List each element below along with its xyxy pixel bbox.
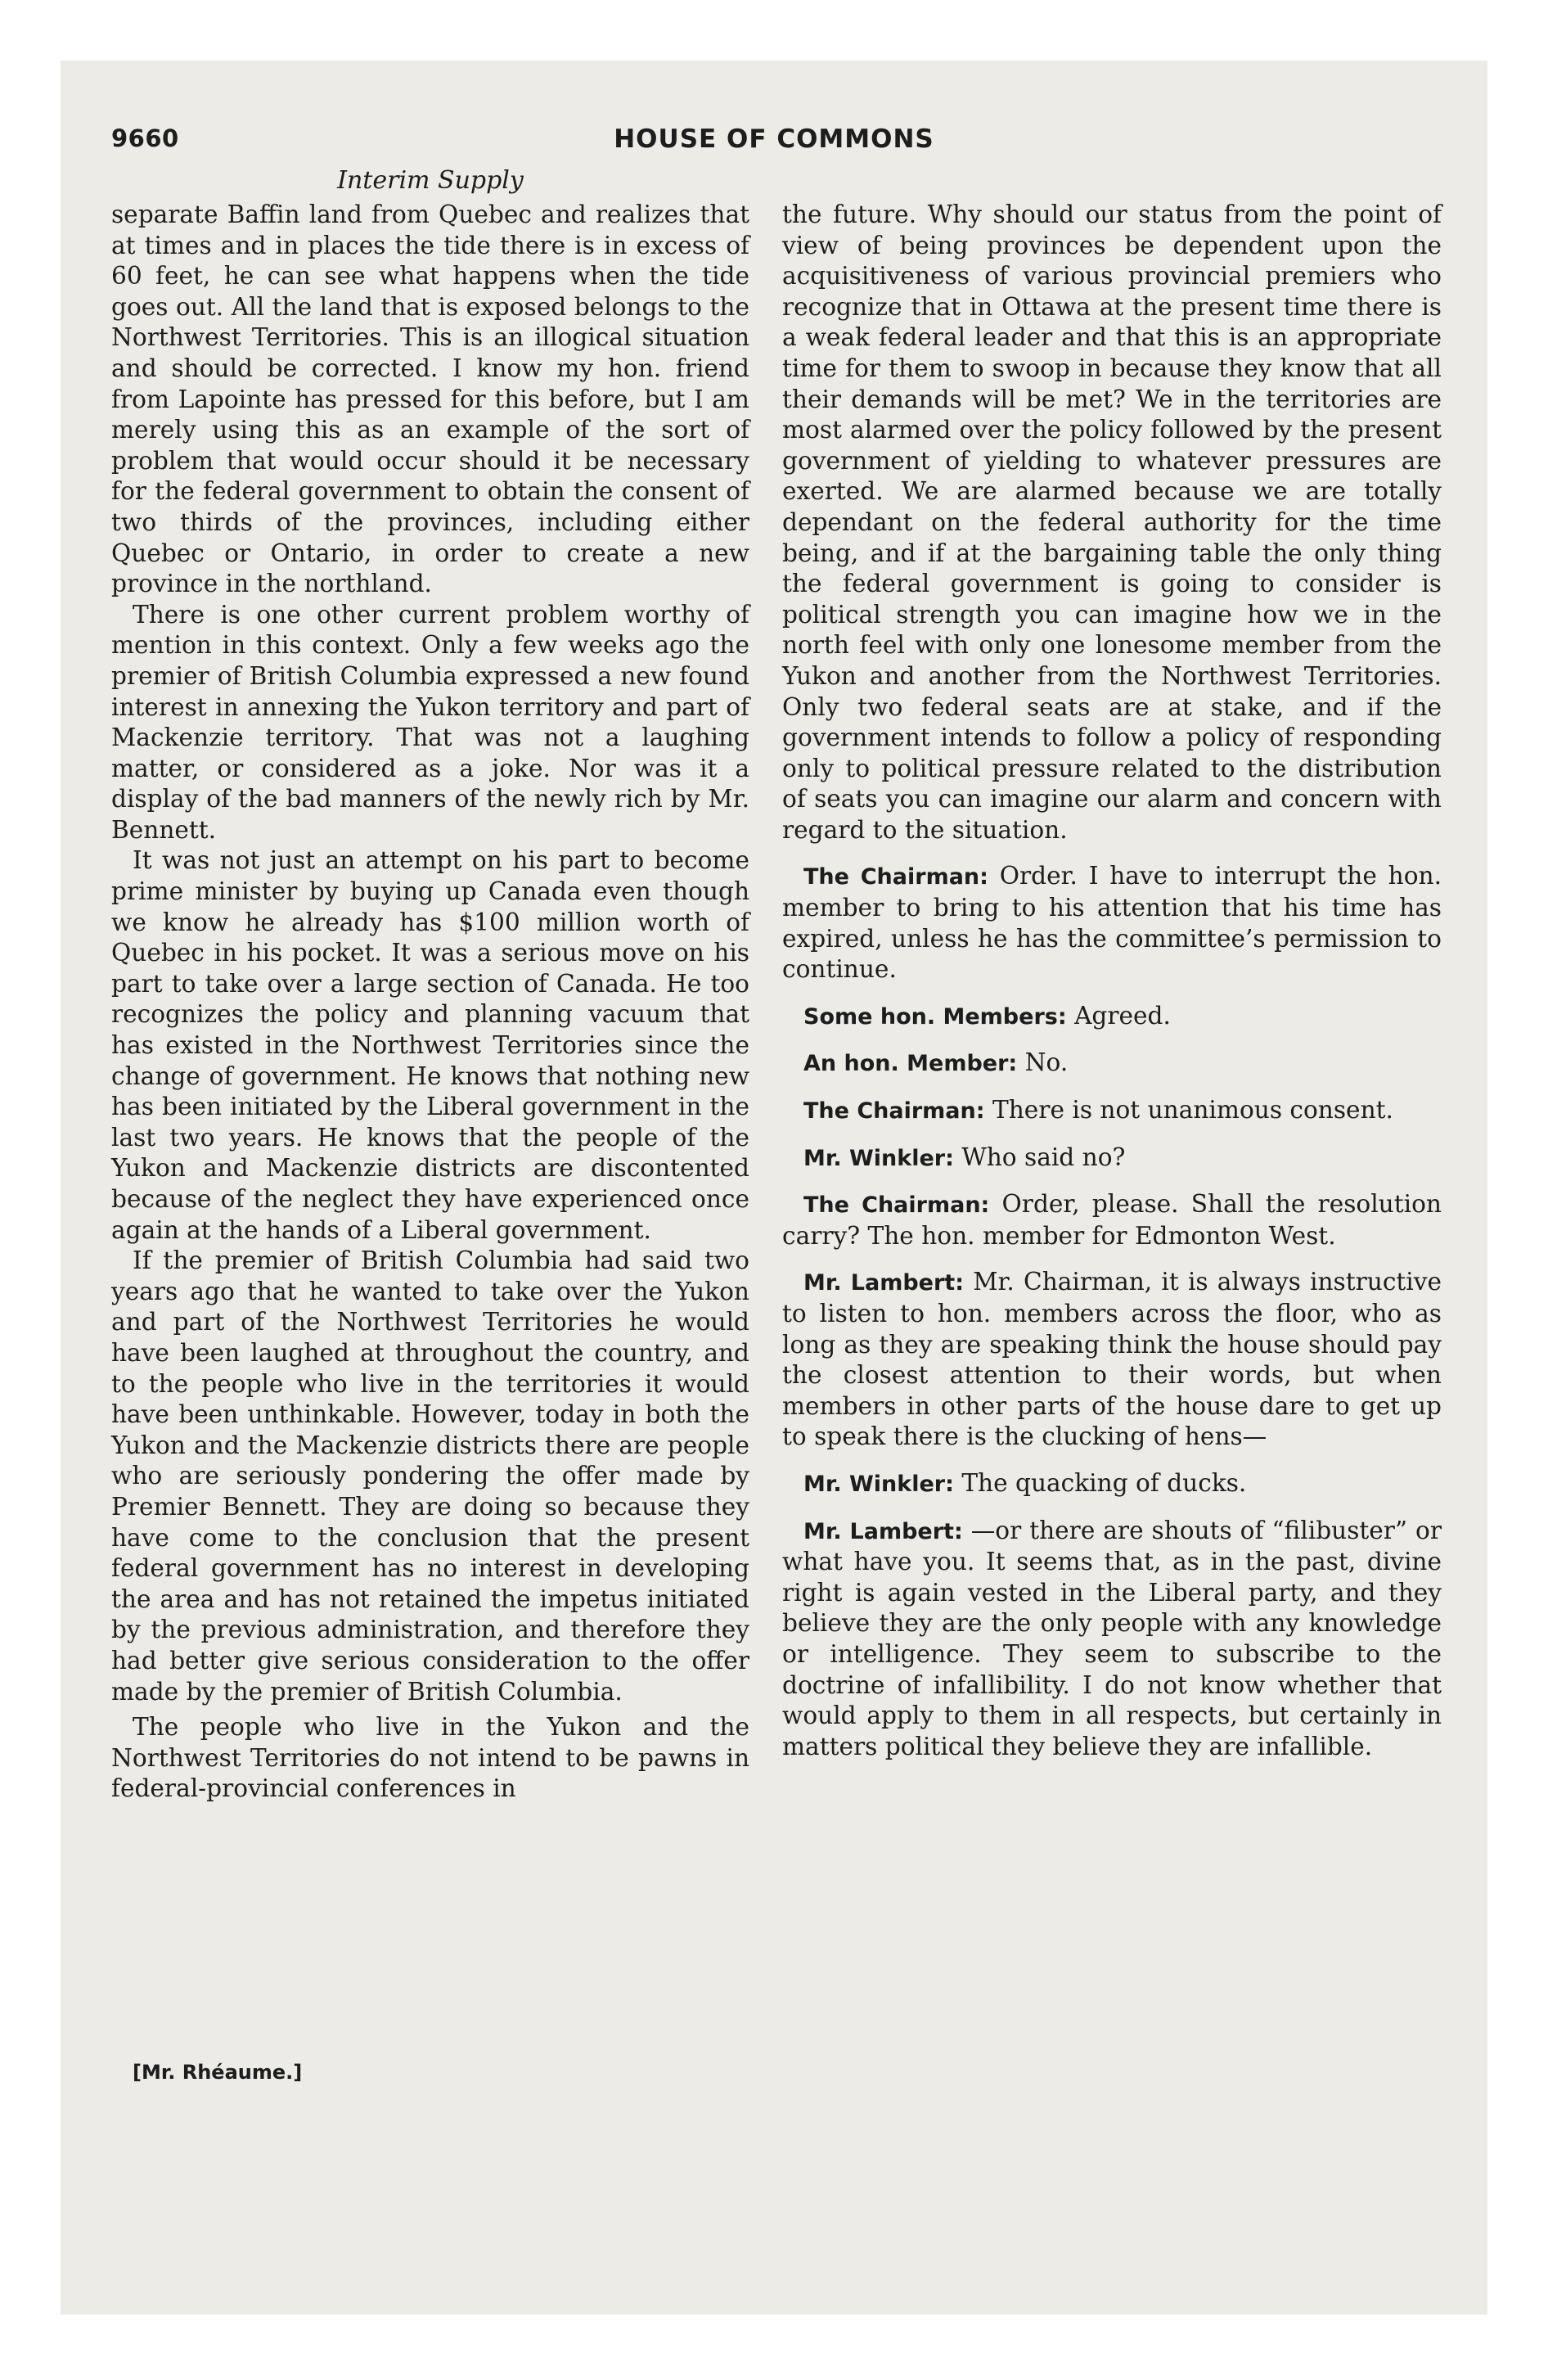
speaker-name: The Chairman: [803, 864, 988, 890]
speech-text: Order. I have to interrupt the hon. member to bring to his attention that his time has expired, unless he has the committee’s permission to continue. [782, 862, 1442, 984]
left-paragraph-4: If the premier of British Columbia had said two years ago that he wanted to take over the Yukon and part of the Northwest Territories he would have been laughed at throughout the country, and to the people who live in the territories it would have been unthinkable. However, today in both the Yukon and the Mackenzie districts there are people who are seriously pondering the offer made by Premier Bennett. They are doing so because they have come to the conclusion that the present federal government has no interest in developing the area and has not retained the impetus initiated by the previous administration, and therefore they had better give serious consideration to the offer made by the premier of British Columbia. [111, 1246, 749, 1706]
right-paragraph-1: the future. Why should our status from the point of view of being provinces be dependent upon the acquisitiveness of various provincial premiers who recognize that in Ottawa at the present time there is a weak federal leader and that this is an appropriate time for them to swoop in because they know that all their demands will be met? We in the territories are most alarmed over the policy followed by the present government of yielding to whatever pressures are exerted. We are alarmed because we are totally dependant on the federal authority for the time being, and if at the bargaining table the only thing the federal government is going to consider is political strength you can imagine how we in the north feel with only one lonesome member from the Yukon and another from the Northwest Territories. Only two federal seats are at stake, and if the government intends to follow a policy of responding only to political pressure related to the distribution of seats you can imagine our alarm and concern with regard to the situation. [782, 201, 1442, 844]
speech-chairman-2 [782, 1095, 1442, 1127]
speaker-name: Mr. Winkler: [803, 1471, 954, 1497]
speech-text: Agreed. [1074, 1001, 1171, 1030]
speech-text: Order, please. Shall the resolution carry? The hon. member for Edmonton West. [782, 1190, 1442, 1250]
speech-chairman-1 [782, 861, 1442, 985]
page-number: 9660 [111, 124, 179, 152]
left-paragraph-2: There is one other current problem worthy of mention in this context. Only a few weeks ago the premier of British Columbia expressed a new found interest in annexing the Yukon territory and part of Mackenzie territory. That was not a laughing matter, or considered as a joke. Nor was it a display of the bad manners of the newly rich by Mr. Bennett. [111, 600, 749, 844]
speaker-name: Mr. Winkler: [803, 1145, 954, 1171]
left-paragraph-3: It was not just an attempt on his part to become prime minister by buying up Canada even though we know he already has $100 million worth of Quebec in his pocket. It was a serious move on his part to take over a large section of Canada. He too recognizes the policy and planning vacuum that has existed in the Northwest Territories since the change of government. He knows that nothing new has been initiated by the Liberal government in the last two years. He knows that the people of the Yukon and Mackenzie districts are discontented because of the neglect they have experienced once again at the hands of a Liberal government. [111, 846, 749, 1244]
left-paragraph-5: The people who live in the Yukon and the Northwest Territories do not intend to be pawns in federal-provincial conferences in [111, 1713, 749, 1803]
speech-text: Mr. Chairman, it is always instructive to listen to hon. members across the floor, who as long as they are speaking think the house should pay the closest attention to their words, but when members in other parts of the house dare to get up to speak there is the clucking of hens— [782, 1268, 1442, 1451]
speech-text: There is not unanimous consent. [992, 1096, 1393, 1125]
speaker-name: The Chairman: [803, 1192, 990, 1219]
speaker-name: The Chairman: [803, 1098, 985, 1125]
left-paragraph-1: separate Baffin land from Quebec and realizes that at times and in places the tide there is in excess of 60 feet, he can see what happens when the tide goes out. All the land that is exposed belongs to the Northwest Territories. This is an illogical situation and should be corrected. I know my hon. friend from Lapointe has pressed for this before, but I am merely using this as an example of the sort of problem that would occur should it be necessary for the federal government to obtain the consent of two thirds of the provinces, including either Quebec or Ontario, in order to create a new province in the northland. [111, 201, 749, 598]
right-column [782, 200, 1442, 1762]
left-column [111, 200, 749, 1805]
speech-text: Who said no? [961, 1143, 1126, 1171]
speech-lambert-1 [782, 1267, 1442, 1453]
speech-winkler-2 [782, 1468, 1442, 1500]
speech-text: —or there are shouts of “filibuster” or what have you. It seems that, as in the past, divine right is again vested in the Liberal party, and they believe they are the only people with any knowledge or intelligence. They seem to subscribe to the doctrine of infallibility. I do not know whether that would apply to them in all respects, but certainly in matters political they believe they are infallible. [782, 1516, 1442, 1760]
speaker-attribution: [Mr. Rhéaume.] [133, 2061, 303, 2084]
speech-hon-member [782, 1048, 1442, 1080]
speech-winkler-1 [782, 1143, 1442, 1174]
running-head: HOUSE OF COMMONS [614, 124, 934, 154]
speaker-name: Some hon. Members: [803, 1003, 1067, 1030]
speech-text: No. [1024, 1048, 1069, 1077]
speaker-name: An hon. Member: [803, 1051, 1018, 1077]
speech-some-members [782, 1001, 1442, 1033]
speech-lambert-2 [782, 1516, 1442, 1763]
speaker-name: Mr. Lambert: [803, 1518, 963, 1544]
speaker-name: Mr. Lambert: [803, 1270, 965, 1296]
section-title: Interim Supply [337, 166, 524, 195]
speech-text: The quacking of ducks. [961, 1468, 1247, 1497]
speech-chairman-3 [782, 1189, 1442, 1251]
